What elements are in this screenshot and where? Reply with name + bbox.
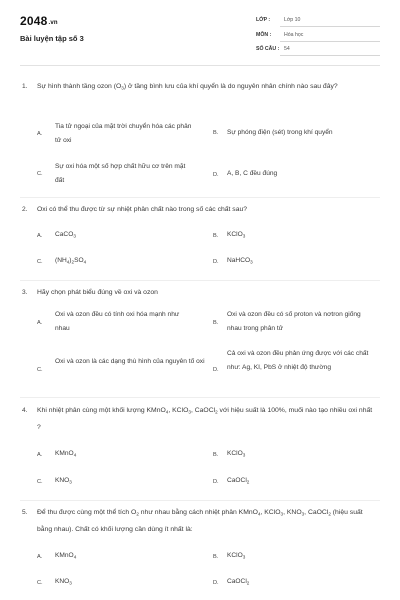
option-letter-d: D. bbox=[213, 580, 219, 586]
option-b[interactable]: KClO$_3$ bbox=[227, 231, 246, 239]
option-a[interactable]: Tia tử ngoại của mặt trời chuyển hóa các phân tử oxi bbox=[55, 123, 192, 144]
option-letter-d: D. bbox=[213, 259, 219, 265]
option-letter-c: C. bbox=[37, 171, 43, 177]
option-letter-b: B. bbox=[213, 233, 219, 239]
option-b[interactable]: Oxi và ozon đều có số proton và nơtron giống nhau trong phân tử bbox=[227, 311, 361, 332]
option-d[interactable]: Cả oxi và ozon đều phản ứng được với các chất như: Ag, KI, PbS ở nhiệt độ thường bbox=[227, 350, 369, 371]
option-letter-c: C. bbox=[37, 367, 43, 373]
option-letter-b: B. bbox=[213, 320, 219, 326]
option-letter-d: D. bbox=[213, 172, 219, 178]
option-letter-b: B. bbox=[213, 130, 219, 136]
meta-subject bbox=[256, 30, 380, 43]
meta-count bbox=[256, 44, 380, 57]
option-d[interactable]: A, B, C đều đúng bbox=[227, 170, 278, 177]
option-a[interactable]: KMnO$_4$ bbox=[55, 552, 77, 560]
page-title: Bài luyện tập số 3 bbox=[20, 34, 84, 43]
question-text: Sự hình thành tầng ozon $(O_3)$ ở tầng bình lưu của khí quyển là do nguyên nhân chính nào sau đây? bbox=[37, 83, 338, 91]
option-c[interactable]: Sự oxi hóa một số hợp chất hữu cơ trên mặt đất bbox=[55, 163, 186, 184]
meta-count-underline bbox=[280, 55, 380, 56]
option-letter-a: A. bbox=[37, 452, 43, 458]
option-b[interactable]: KClO$_3$ bbox=[227, 450, 246, 458]
option-a[interactable]: CaCO$_3$ bbox=[55, 231, 76, 239]
option-letter-a: A. bbox=[37, 554, 43, 560]
option-letter-d: D. bbox=[213, 479, 219, 485]
option-d[interactable]: CaOCl$_2$ bbox=[227, 477, 250, 485]
meta-count-label: SỐ CÂU : bbox=[256, 46, 280, 52]
meta-class-value: Lớp 10 bbox=[284, 17, 301, 23]
question-number: 5. bbox=[22, 509, 28, 516]
question-text: Oxi có thể thu được từ sự nhiệt phân chất nào trong số các chất sau? bbox=[37, 206, 248, 213]
question-number: 4. bbox=[22, 407, 28, 414]
option-a[interactable]: Oxi và ozon đều có tính oxi hóa mạnh như nhau bbox=[55, 311, 180, 332]
option-letter-b: B. bbox=[213, 452, 219, 458]
meta-subject-label: MÔN : bbox=[256, 32, 272, 38]
meta-class-label: LỚP : bbox=[256, 17, 271, 23]
question-divider bbox=[20, 197, 380, 198]
option-c[interactable]: Oxi và ozon là các dạng thù hình của nguyên tố oxi bbox=[55, 358, 205, 365]
option-c[interactable]: $KNO_3$ bbox=[55, 578, 72, 586]
option-letter-b: B. bbox=[213, 554, 219, 560]
question-text: Khi nhiệt phân cùng một khối lượng KMnO$_4$, KClO$_3$, CaOCl$_2$ với hiệu suất là 100%, muối nào tạo nhiều oxi nhất ? bbox=[37, 407, 373, 431]
option-letter-a: A. bbox=[37, 320, 43, 326]
question-divider bbox=[20, 280, 380, 281]
page-header bbox=[0, 0, 400, 66]
question-number: 2. bbox=[22, 206, 28, 213]
meta-count-value: 54 bbox=[284, 46, 290, 52]
question-text: Để thu được cùng một thể tích $O_2$ như nhau bằng cách nhiệt phân KMnO$_4$, KClO$_3$, $KNO_3$, CaOCl$_2$ (hiệu suất bằng nhau). Chất có khối lượng cần dùng ít nhất là: bbox=[37, 509, 363, 533]
question-number: 1. bbox=[22, 83, 28, 90]
site-logo[interactable] bbox=[20, 14, 58, 28]
option-letter-c: C. bbox=[37, 479, 43, 485]
meta-class-underline bbox=[280, 26, 380, 27]
question-number: 3. bbox=[22, 289, 28, 296]
option-letter-d: D. bbox=[213, 367, 219, 373]
question-divider bbox=[20, 397, 380, 398]
logo-text: 2048 bbox=[20, 14, 48, 28]
option-c[interactable]: $KNO_3$ bbox=[55, 477, 72, 485]
question-text: Hãy chọn phát biểu đúng về oxi và ozon bbox=[37, 289, 158, 296]
option-d[interactable]: NaHCO$_3$ bbox=[227, 257, 253, 265]
logo-suffix: .vn bbox=[48, 20, 58, 26]
meta-subject-value: Hóa học bbox=[284, 32, 304, 38]
option-b[interactable]: Sự phóng điện (sét) trong khí quyển bbox=[227, 129, 333, 136]
question-divider bbox=[20, 500, 380, 501]
option-letter-c: C. bbox=[37, 580, 43, 586]
option-b[interactable]: KClO$_3$ bbox=[227, 552, 246, 560]
option-letter-a: A. bbox=[37, 233, 43, 239]
option-c[interactable]: $(NH_4)_2SO_4$ bbox=[55, 257, 87, 265]
option-d[interactable]: CaOCl$_2$ bbox=[227, 578, 250, 586]
header-divider bbox=[20, 65, 380, 66]
meta-class bbox=[256, 15, 380, 28]
meta-subject-underline bbox=[280, 41, 380, 42]
option-letter-a: A. bbox=[37, 131, 43, 137]
option-letter-c: C. bbox=[37, 259, 43, 265]
option-a[interactable]: KMnO$_4$ bbox=[55, 450, 77, 458]
